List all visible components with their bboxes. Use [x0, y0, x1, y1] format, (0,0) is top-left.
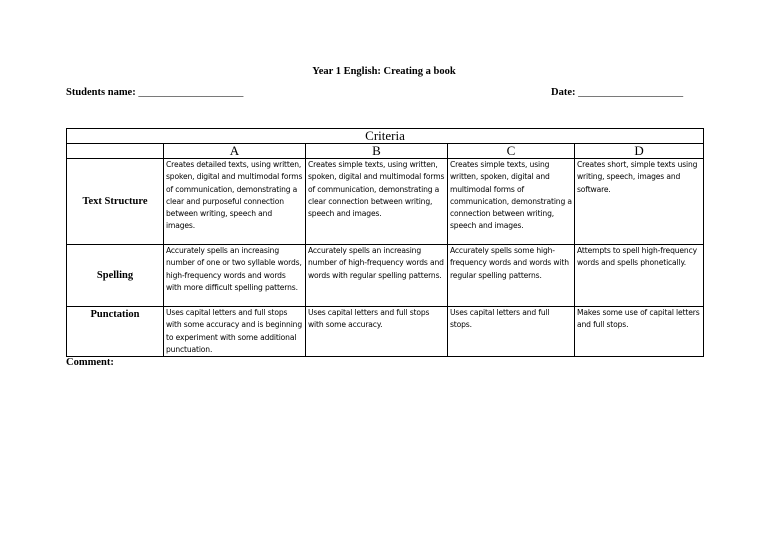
rubric-row-spelling: [67, 245, 704, 307]
rubric-row-punctuation: [67, 307, 704, 357]
document-title: Year 1 English: Creating a book: [312, 66, 456, 77]
cell-spelling-c: Accurately spells some high-frequency words and words with regular spelling patterns.: [448, 245, 575, 307]
date-line: ____________________: [578, 87, 684, 98]
cell-punctuation-b: Uses capital letters and full stops with some accuracy.: [306, 307, 448, 357]
level-header-c: C: [448, 144, 575, 159]
row-label-spelling: Spelling: [67, 245, 164, 307]
comment-label: Comment:: [66, 357, 114, 368]
rubric-table: [66, 128, 704, 357]
date-label: Date:: [551, 87, 576, 98]
student-name-label: Students name:: [66, 87, 136, 98]
cell-text-structure-b: Creates simple texts, using written, spoken, digital and multimodal forms of communication, demonstrating a clear connection between writing, speech and images.: [306, 159, 448, 245]
cell-punctuation-a: Uses capital letters and full stops with some accuracy and is beginning to experiment with some additional punctuation.: [164, 307, 306, 357]
cell-spelling-b: Accurately spells an increasing number of high-frequency words and words with regular spelling patterns.: [306, 245, 448, 307]
cell-spelling-a: Accurately spells an increasing number of one or two syllable words, high-frequency words and words with more difficult spelling patterns.: [164, 245, 306, 307]
cell-punctuation-d: Makes some use of capital letters and full stops.: [575, 307, 704, 357]
row-label-text-structure: Text Structure: [67, 159, 164, 245]
cell-punctuation-c: Uses capital letters and full stops.: [448, 307, 575, 357]
criteria-header-row: [67, 129, 704, 144]
criteria-heading: Criteria: [67, 129, 704, 144]
level-header-row: [67, 144, 704, 159]
cell-text-structure-c: Creates simple texts, using written, spoken, digital and multimodal forms of communication, demonstrating a connection between writing, speech and images.: [448, 159, 575, 245]
cell-text-structure-d: Creates short, simple texts using writing, speech, images and software.: [575, 159, 704, 245]
level-header-d: D: [575, 144, 704, 159]
cell-spelling-d: Attempts to spell high-frequency words and spells phonetically.: [575, 245, 704, 307]
row-label-punctuation: Punctation: [67, 307, 164, 357]
date-field: [551, 87, 683, 98]
level-header-b: B: [306, 144, 448, 159]
student-name-field: [66, 87, 243, 98]
rubric-row-text-structure: [67, 159, 704, 245]
cell-text-structure-a: Creates detailed texts, using written, spoken, digital and multimodal forms of communication, demonstrating a clear and purposeful connection between writing, speech and images.: [164, 159, 306, 245]
level-header-blank: [67, 144, 164, 159]
student-name-line: ____________________: [138, 87, 244, 98]
level-header-a: A: [164, 144, 306, 159]
